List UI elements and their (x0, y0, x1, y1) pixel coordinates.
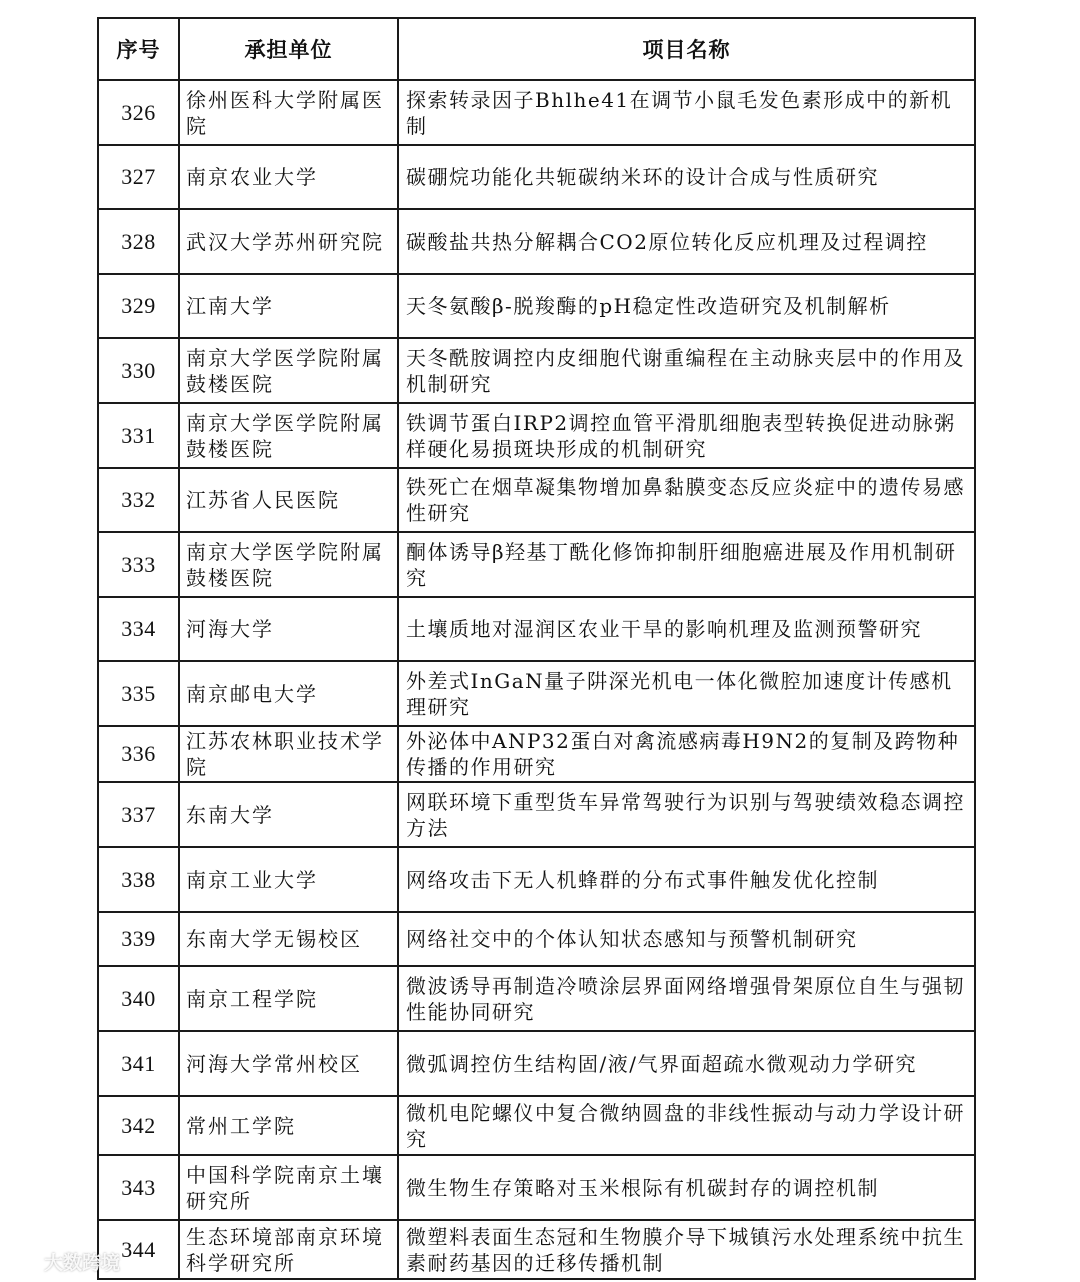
project-name-cell (398, 1031, 975, 1096)
project-name-text: 土壤质地对湿润区农业干旱的影响机理及监测预警研究 (406, 617, 922, 641)
table-row (98, 782, 975, 847)
project-name-text: 微波诱导再制造冷喷涂层界面网络增强骨架原位自生与强韧性能协同研究 (406, 973, 965, 1024)
serial-number-cell: 341 (98, 1031, 179, 1096)
project-table-container (97, 17, 974, 1280)
project-name-text: 天冬酰胺调控内皮细胞代谢重编程在主动脉夹层中的作用及机制研究 (406, 345, 965, 396)
unit-cell (179, 338, 398, 403)
project-name-text: 微塑料表面生态冠和生物膜介导下城镇污水处理系统中抗生素耐药基因的迁移传播机制 (406, 1224, 965, 1275)
unit-cell (179, 912, 398, 966)
project-name-cell (398, 145, 975, 209)
unit-cell (179, 403, 398, 468)
table-row (98, 912, 975, 966)
project-name-cell (398, 726, 975, 782)
project-name-text: 外泌体中ANP32蛋白对禽流感病毒H9N2的复制及跨物种传播的作用研究 (406, 729, 960, 779)
table-row (98, 1096, 975, 1155)
project-name-text: 外差式InGaN量子阱深光机电一体化微腔加速度计传感机理研究 (406, 668, 953, 719)
serial-number-cell: 336 (98, 726, 179, 782)
serial-number-cell: 326 (98, 80, 179, 145)
project-name-cell (398, 661, 975, 726)
unit-text: 中国科学院南京土壤研究所 (186, 1162, 384, 1213)
serial-number-cell: 327 (98, 145, 179, 209)
project-name-text: 天冬氨酸β-脱羧酶的pH稳定性改造研究及机制解析 (406, 294, 891, 318)
project-name-cell (398, 782, 975, 847)
table-row (98, 661, 975, 726)
unit-cell (179, 532, 398, 597)
unit-cell (179, 782, 398, 847)
header-serial-number: 序号 (98, 18, 179, 80)
unit-cell (179, 597, 398, 661)
table-header-row (98, 18, 975, 80)
project-name-cell (398, 966, 975, 1031)
serial-number-cell: 343 (98, 1155, 179, 1220)
project-name-cell (398, 532, 975, 597)
header-project-name: 项目名称 (398, 18, 975, 80)
project-name-cell (398, 847, 975, 912)
table-body (98, 80, 975, 1279)
unit-cell (179, 966, 398, 1031)
unit-text: 南京农业大学 (186, 165, 318, 189)
unit-cell (179, 468, 398, 532)
unit-cell (179, 1031, 398, 1096)
project-name-text: 网络社交中的个体认知状态感知与预警机制研究 (406, 927, 858, 951)
header-unit: 承担单位 (179, 18, 398, 80)
unit-cell (179, 209, 398, 274)
unit-text: 南京大学医学院附属鼓楼医院 (186, 345, 384, 396)
project-name-text: 铁调节蛋白IRP2调控血管平滑肌细胞表型转换促进动脉粥样硬化易损斑块形成的机制研究 (406, 410, 956, 461)
unit-cell (179, 80, 398, 145)
table-row (98, 403, 975, 468)
serial-number-cell: 334 (98, 597, 179, 661)
table-row (98, 1155, 975, 1220)
table-row (98, 966, 975, 1031)
project-name-cell (398, 274, 975, 338)
serial-number-cell: 331 (98, 403, 179, 468)
serial-number-cell: 332 (98, 468, 179, 532)
unit-text: 常州工学院 (186, 1113, 296, 1138)
project-table (97, 17, 976, 1280)
project-name-text: 探索转录因子Bhlhe41在调节小鼠毛发色素形成中的新机制 (406, 87, 953, 138)
project-name-text: 微生物生存策略对玉米根际有机碳封存的调控机制 (406, 1175, 879, 1200)
unit-text: 江苏农林职业技术学院 (186, 729, 384, 779)
serial-number-cell: 339 (98, 912, 179, 966)
project-name-cell (398, 80, 975, 145)
unit-text: 南京工业大学 (186, 867, 318, 892)
watermark-text: 大数跨境 (44, 1251, 121, 1274)
unit-text: 河海大学 (186, 617, 274, 641)
project-name-cell (398, 1220, 975, 1279)
serial-number-cell: 328 (98, 209, 179, 274)
unit-cell (179, 1096, 398, 1155)
unit-text: 江苏省人民医院 (186, 488, 340, 512)
watermark (10, 1247, 120, 1275)
table-row (98, 80, 975, 145)
table-row (98, 338, 975, 403)
table-row (98, 597, 975, 661)
table-row (98, 532, 975, 597)
serial-number-cell: 342 (98, 1096, 179, 1155)
unit-text: 江南大学 (186, 294, 274, 318)
table-row (98, 1220, 975, 1279)
unit-text: 南京大学医学院附属鼓楼医院 (186, 539, 384, 590)
unit-cell (179, 726, 398, 782)
serial-number-cell: 338 (98, 847, 179, 912)
table-row (98, 145, 975, 209)
unit-text: 东南大学 (186, 802, 274, 827)
unit-text: 徐州医科大学附属医院 (186, 87, 384, 138)
table-row (98, 847, 975, 912)
project-name-cell (398, 468, 975, 532)
project-name-text: 微弧调控仿生结构固/液/气界面超疏水微观动力学研究 (406, 1051, 917, 1076)
unit-cell (179, 145, 398, 209)
unit-text: 南京工程学院 (186, 986, 318, 1011)
project-name-cell (398, 1096, 975, 1155)
unit-text: 南京大学医学院附属鼓楼医院 (186, 410, 384, 461)
project-name-text: 铁死亡在烟草凝集物增加鼻黏膜变态反应炎症中的遗传易感性研究 (406, 475, 965, 525)
unit-cell (179, 274, 398, 338)
project-name-text: 碳硼烷功能化共轭碳纳米环的设计合成与性质研究 (406, 165, 879, 189)
unit-cell (179, 1155, 398, 1220)
unit-cell (179, 661, 398, 726)
unit-cell (179, 847, 398, 912)
serial-number-cell: 329 (98, 274, 179, 338)
unit-text: 武汉大学苏州研究院 (186, 229, 384, 254)
project-name-text: 网联环境下重型货车异常驾驶行为识别与驾驶绩效稳态调控方法 (406, 789, 965, 840)
serial-number-cell: 333 (98, 532, 179, 597)
weibo-logo-icon (10, 1249, 40, 1273)
project-name-cell (398, 597, 975, 661)
project-name-cell (398, 912, 975, 966)
serial-number-cell: 335 (98, 661, 179, 726)
table-row (98, 274, 975, 338)
unit-text: 生态环境部南京环境科学研究所 (186, 1224, 384, 1275)
serial-number-cell: 340 (98, 966, 179, 1031)
project-name-text: 碳酸盐共热分解耦合CO2原位转化反应机理及过程调控 (406, 229, 928, 254)
serial-number-cell: 344 (98, 1220, 179, 1279)
unit-text: 河海大学常州校区 (186, 1051, 362, 1076)
project-name-cell (398, 209, 975, 274)
project-name-cell (398, 1155, 975, 1220)
project-name-cell (398, 403, 975, 468)
project-name-text: 酮体诱导β羟基丁酰化修饰抑制肝细胞癌进展及作用机制研究 (406, 539, 957, 590)
serial-number-cell: 337 (98, 782, 179, 847)
unit-text: 东南大学无锡校区 (186, 927, 362, 951)
unit-cell (179, 1220, 398, 1279)
project-name-cell (398, 338, 975, 403)
project-name-text: 微机电陀螺仪中复合微纳圆盘的非线性振动与动力学设计研究 (406, 1100, 965, 1151)
table-row (98, 209, 975, 274)
serial-number-cell: 330 (98, 338, 179, 403)
table-row (98, 468, 975, 532)
table-row (98, 1031, 975, 1096)
unit-text: 南京邮电大学 (186, 681, 318, 706)
table-row (98, 726, 975, 782)
project-name-text: 网络攻击下无人机蜂群的分布式事件触发优化控制 (406, 867, 879, 892)
